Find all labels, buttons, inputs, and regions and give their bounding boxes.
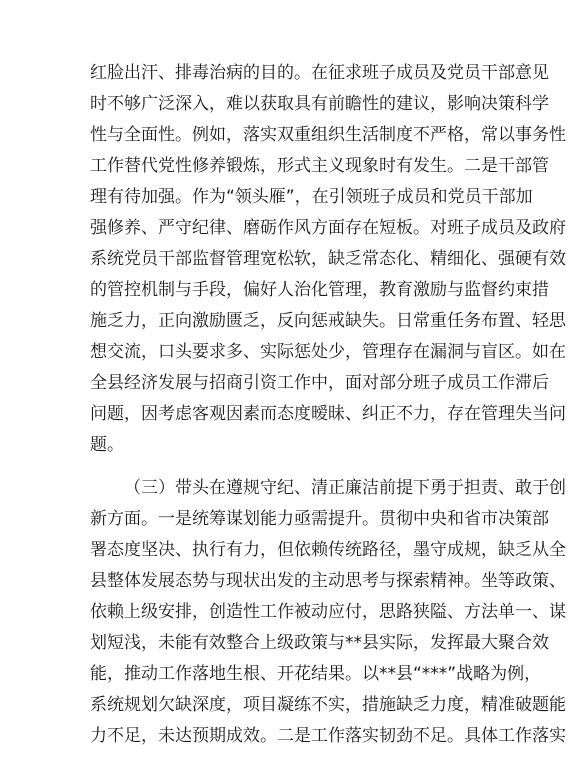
text-line: 题。 — [90, 435, 124, 455]
body-text — [90, 58, 566, 752]
text-line: 系统党员干部监督管理宽松软，缺乏常态化、精细化、强硬有效 — [90, 249, 566, 269]
text-line: 性与全面性。例如，落实双重组织生活制度不严格，常以事务性 — [90, 125, 566, 145]
text-line: 署态度坚决、执行有力，但依赖传统路径，墨守成规，缺乏从全 — [90, 540, 566, 560]
text-line: 理有待加强。作为“领头雁”，在引领班子成员和党员干部加 — [90, 187, 533, 207]
paragraph-management — [90, 58, 566, 461]
text-line: 工作替代党性修养锻炼，形式主义现象时有发生。二是干部管 — [90, 156, 549, 176]
text-line: 红脸出汗、排毒治病的目的。在征求班子成员及党员干部意见 — [90, 63, 549, 83]
text-line: 依赖上级安排，创造性工作被动应付，思路狭隘、方法单一、谋 — [90, 602, 566, 622]
text-line: 系统规划欠缺深度，项目凝练不实，措施缺乏力度，精准破题能 — [90, 695, 566, 715]
section-heading-line: （三）带头在遵规守纪、清正廉洁前提下勇于担责、敢于创 — [124, 478, 566, 498]
text-line: 能，推动工作落地生根、开花结果。以**县“***”战略为例， — [90, 664, 542, 684]
paragraph-gap — [90, 461, 500, 473]
text-line: 县整体发展态势与现状出发的主动思考与探索精神。坐等政策、 — [90, 571, 566, 591]
text-line: 强修养、严守纪律、磨砺作风方面存在短板。对班子成员及政府 — [90, 218, 566, 238]
text-line: 全县经济发展与招商引资工作中，面对部分班子成员工作滞后 — [90, 373, 549, 393]
text-line: 想交流，口头要求多、实际惩处少，管理存在漏洞与盲区。如在 — [90, 342, 566, 362]
paragraph-section-three — [90, 473, 566, 752]
text-line: 新方面。一是统筹谋划能力亟需提升。贯彻中央和省市决策部 — [90, 509, 549, 529]
text-line: 问题，因考虑客观因素而态度暧昧、纠正不力，存在管理失当问 — [90, 404, 566, 424]
text-line: 施乏力，正向激励匮乏，反向惩戒缺失。日常重任务布置、轻思 — [90, 311, 566, 331]
text-line: 力不足，未达预期成效。二是工作落实韧劲不足。具体工作落实 — [90, 726, 566, 746]
text-line: 的管控机制与手段，偏好人治化管理，教育激励与监督约束措 — [90, 280, 549, 300]
text-line: 时不够广泛深入，难以获取具有前瞻性的建议，影响决策科学 — [90, 94, 549, 114]
text-line: 划短浅，未能有效整合上级政策与**县实际，发挥最大聚合效 — [90, 633, 549, 653]
